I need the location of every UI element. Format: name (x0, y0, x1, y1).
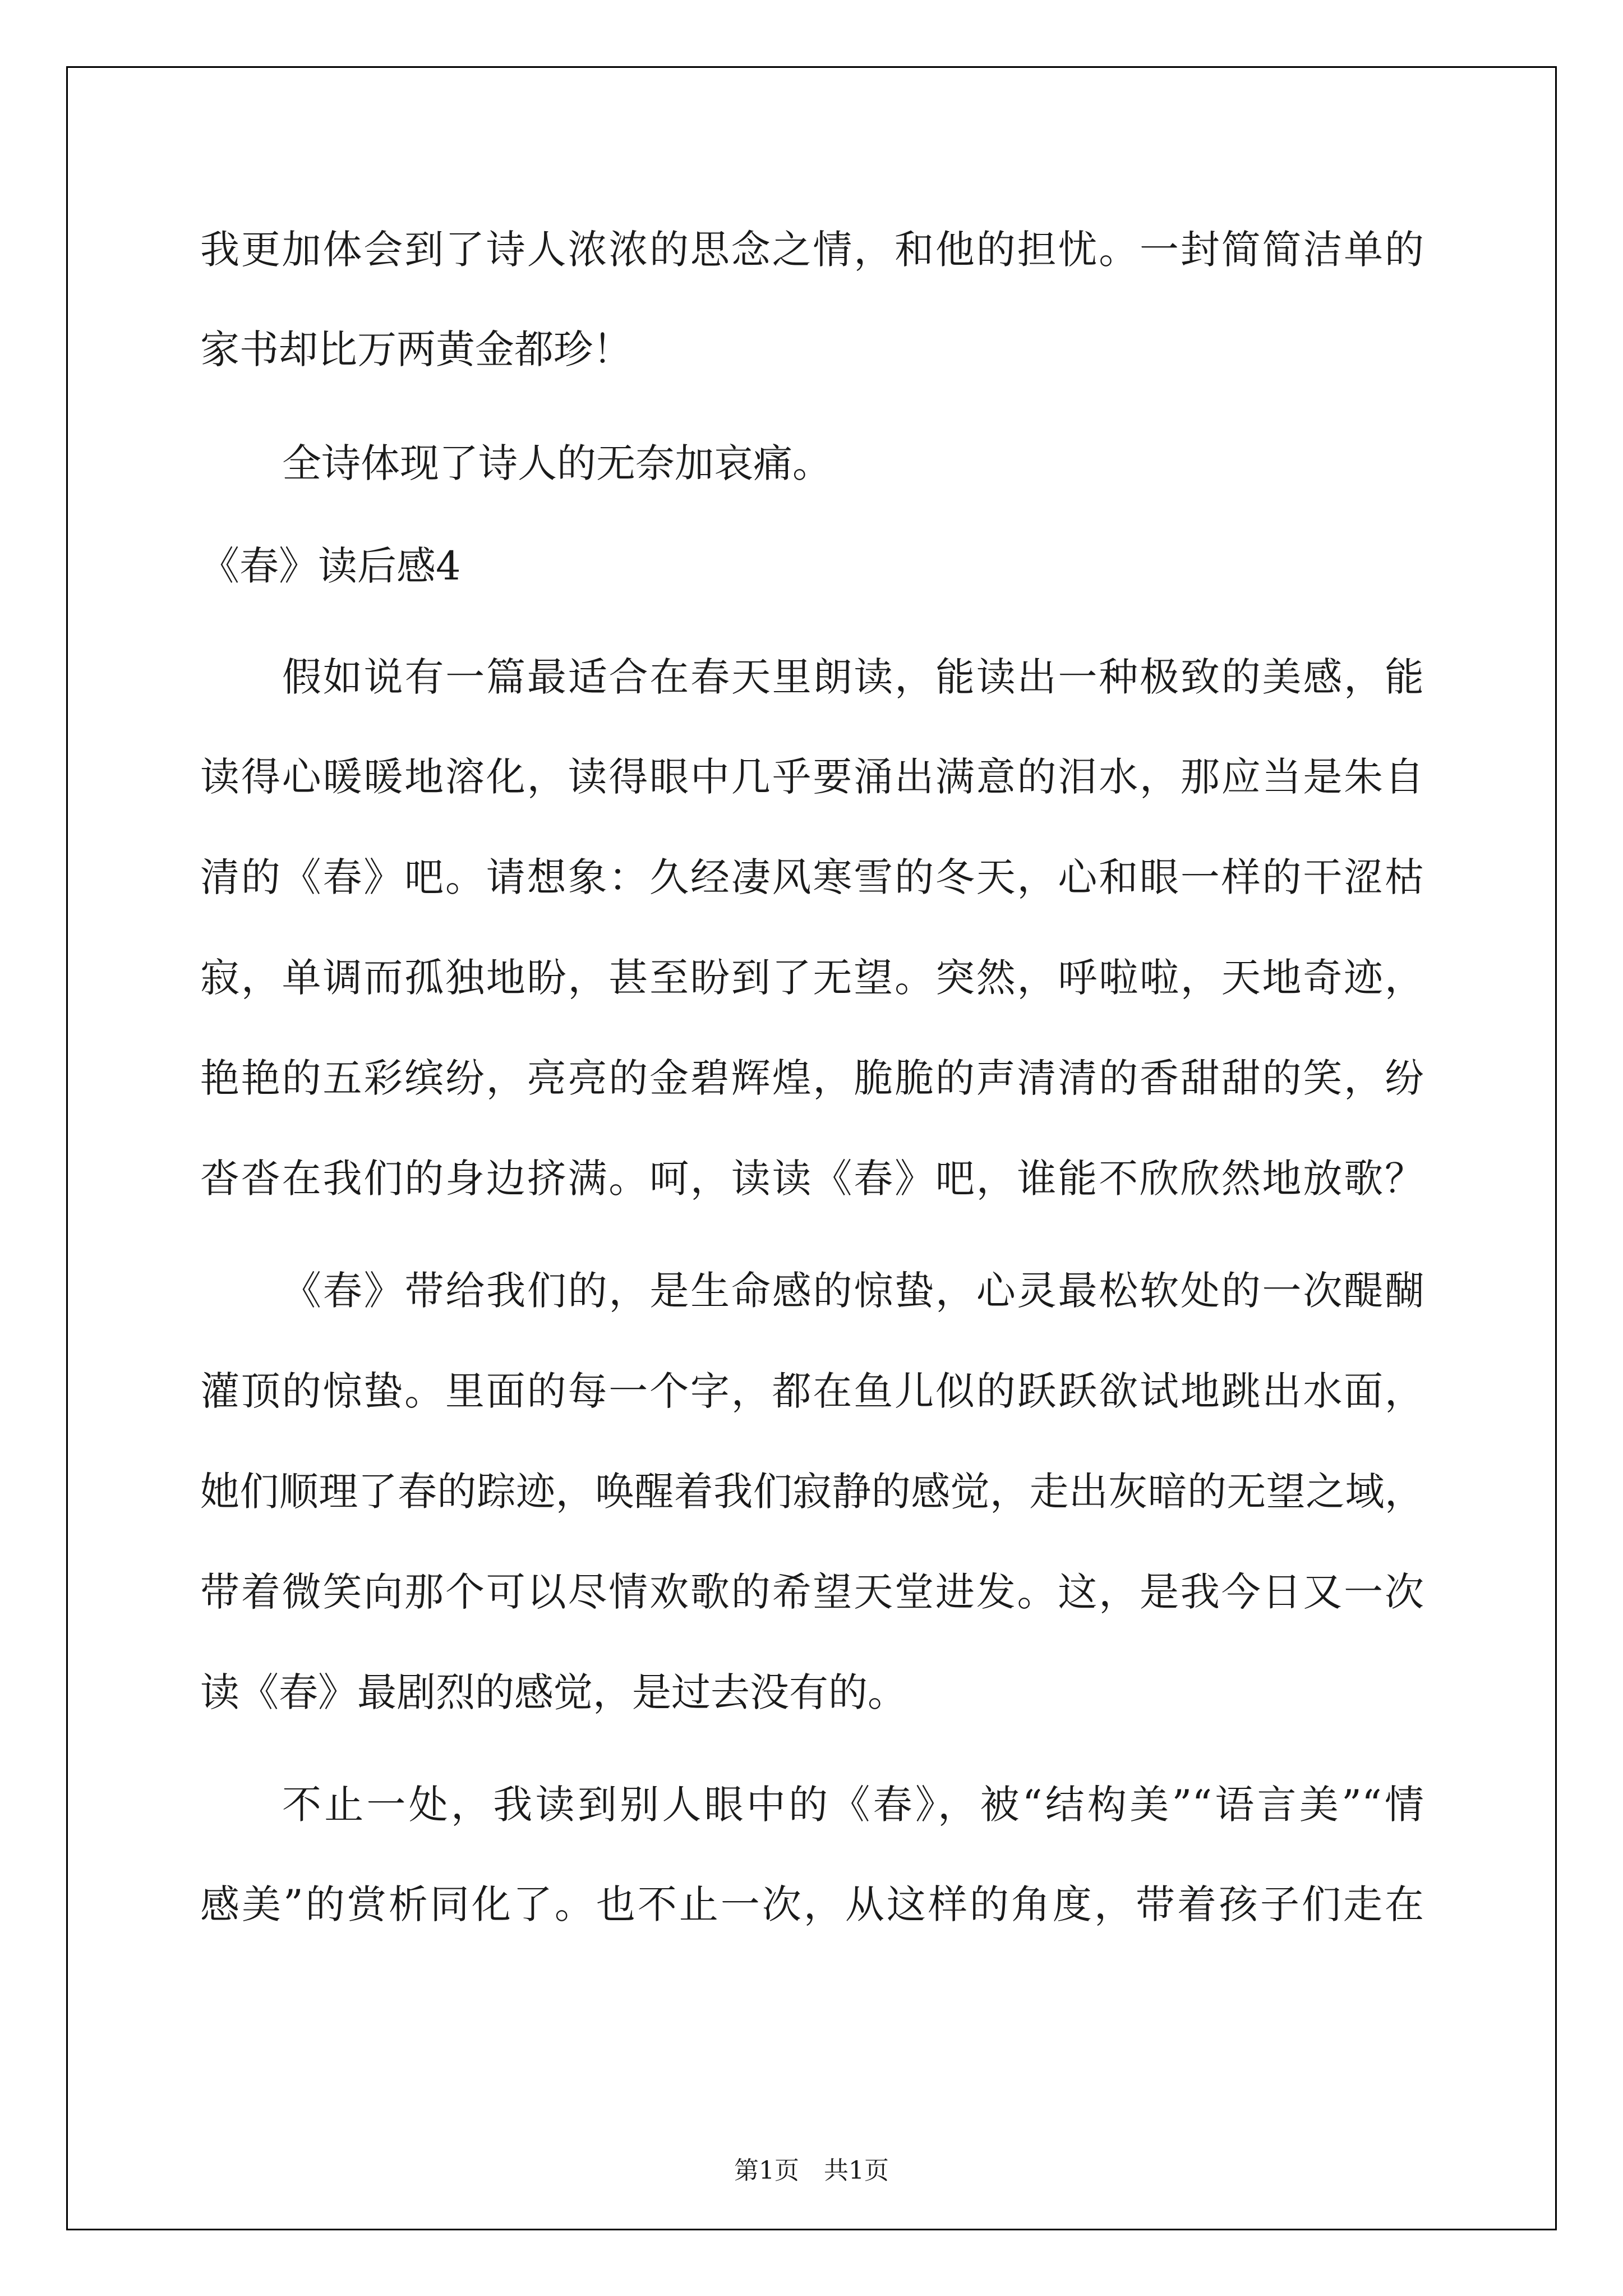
text-line: 感美”的赏析同化了。也不止一次，从这样的角度，带着孩子们走在 (200, 1881, 1424, 1927)
page-footer: 第1页 共1页 (734, 2156, 889, 2185)
text-line: 不止一处，我读到别人眼中的《春》，被“结构美”“语言美”“情 (282, 1782, 1424, 1828)
text-line: 寂，单调而孤独地盼，甚至盼到了无望。突然，呼啦啦，天地奇迹， (200, 955, 1424, 1001)
text-line: 假如说有一篇最适合在春天里朗读，能读出一种极致的美感，能 (282, 654, 1424, 700)
text-line: 灌顶的惊蛰。里面的每一个字，都在鱼儿似的跃跃欲试地跳出水面， (200, 1368, 1424, 1414)
text-line: 她们顺理了春的踪迹，唤醒着我们寂静的感觉，走出灰暗的无望之域， (200, 1469, 1424, 1515)
text-line: 读得心暖暖地溶化，读得眼中几乎要涌出满意的泪水，那应当是朱自 (200, 754, 1424, 800)
text-line: 带着微笑向那个可以尽情欢歌的希望天堂进发。这，是我今日又一次 (200, 1569, 1424, 1615)
text-line: 我更加体会到了诗人浓浓的思念之情，和他的担忧。一封简简洁单的 (200, 227, 1424, 273)
text-line: 《春》带给我们的，是生命感的惊蛰，心灵最松软处的一次醍醐 (282, 1268, 1424, 1314)
text-line: 全诗体现了诗人的无奈加哀痛。 (282, 440, 832, 486)
text-line: 沓沓在我们的身边挤满。呵，读读《春》吧，谁能不欣欣然地放歌？ (200, 1156, 1424, 1202)
text-line: 清的《春》吧。请想象：久经凄风寒雪的冬天，心和眼一样的干涩枯 (200, 854, 1424, 900)
text-line: 读《春》最剧烈的感觉，是过去没有的。 (200, 1669, 907, 1715)
text-line: 家书却比万两黄金都珍！ (200, 326, 632, 372)
text-line: 艳艳的五彩缤纷，亮亮的金碧辉煌，脆脆的声清清的香甜甜的笑，纷 (200, 1055, 1424, 1101)
section-heading: 《春》读后感4 (200, 543, 461, 589)
